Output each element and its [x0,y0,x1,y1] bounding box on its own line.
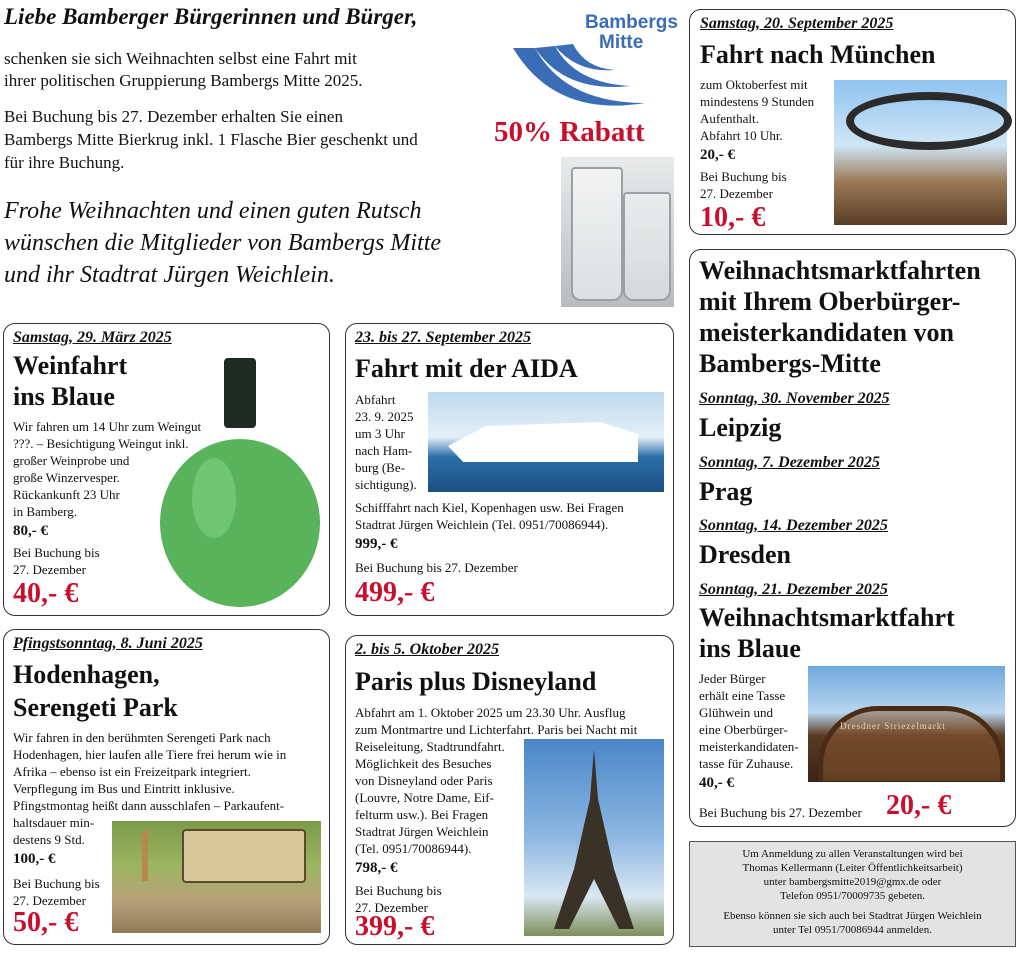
paris-desc-3: Reiseleitung, Stadtrundfahrt. [355,739,505,754]
paris-sale-price: 399,- € [355,911,435,942]
aida-desc-5: burg (Be- [355,460,405,475]
aida-desc-8: Stadtrat Jürgen Weichlein (Tel. 0951/70086944). [355,517,609,532]
wein-price: 80,- € [13,523,48,539]
oktoberfest-photo [834,80,1007,225]
footer-line-1: Um Anmeldung zu allen Veranstaltungen wird bei [742,848,963,860]
trip-last-date: Sonntag, 21. Dezember 2025 [699,581,888,598]
paris-card [345,635,674,945]
serengeti-desc-5: Pfingstmontag heißt dann ausschlafen – Parkaufent- [13,798,285,813]
wein-desc-6: in Bamberg. [13,504,78,519]
xmas-market-card [689,249,1016,827]
intro-line-3: Bei Buchung bis 27. Dezember erhalten Sie einen [4,107,343,126]
xmas-price: 40,- € [699,775,734,791]
trip-dresden-city: Dresden [699,540,791,569]
paris-desc-4: Möglichkeit des Besuches [355,756,492,771]
paris-title: Paris plus Disneyland [355,667,597,696]
serengeti-desc-2: Hodenhagen, hier laufen alle Tiere frei herum wie in [13,747,287,762]
intro-line-5: für ihre Buchung. [4,153,125,172]
xmas-desc-2: erhält eine Tasse [699,688,786,703]
serengeti-price: 100,- € [13,851,56,867]
intro-line-1: schenken sie sich Weihnachten selbst eine Fahrt mit [4,49,357,68]
serengeti-sale-price: 50,- € [13,907,79,938]
munich-desc-2: mindestens 9 Stunden [700,94,815,109]
serengeti-desc-1: Wir fahren in den berühmten Serengeti Park nach [13,730,271,745]
eiffel-tower-photo [524,739,664,936]
munich-desc-3: Aufenthalt. [700,111,759,126]
aida-desc-6: sichtigung). [355,477,417,492]
paris-booking-1: Bei Buchung bis [355,883,442,898]
wine-bottle-image [154,358,324,608]
wein-sale-price: 40,- € [13,578,79,609]
registration-info [689,841,1016,947]
paris-desc-1: Abfahrt am 1. Oktober 2025 um 23.30 Uhr. Ausflug [355,705,626,720]
footer-line-5: Ebenso können sie sich auch bei Stadtrat Jürgen Weichlein [723,910,982,922]
munich-title: Fahrt nach München [700,40,936,69]
serengeti-desc-4: Verpflegung im Bus und Eintritt inklusive. [13,781,235,796]
wein-date: Samstag, 29. März 2025 [13,329,172,346]
aida-card [345,323,674,616]
intro-line-2: ihrer politischen Gruppierung Bambergs Mitte 2025. [4,71,363,90]
paris-desc-2: zum Montmartre und Lichterfahrt. Paris bei Nacht mit [355,722,638,737]
munich-desc-1: zum Oktoberfest mit [700,77,808,92]
wish-line-3: und ihr Stadtrat Jürgen Weichlein. [4,262,335,288]
trip-last-title-2: ins Blaue [699,634,801,663]
xmas-desc-4: eine Oberbürger- [699,722,788,737]
trip-last-title-1: Weihnachtsmarktfahrt [699,603,955,632]
wein-booking-1: Bei Buchung bis [13,545,100,560]
beer-mugs-photo [561,157,674,307]
munich-booking-1: Bei Buchung bis [700,169,787,184]
trip-prag-city: Prag [699,477,753,506]
serengeti-desc-6: haltsdauer min- [13,815,95,830]
aida-title: Fahrt mit der AIDA [355,354,578,383]
paris-desc-6: (Louvre, Notre Dame, Eif- [355,790,494,805]
footer-line-4: Telefon 0951/70009735 gebeten. [780,890,925,902]
paris-desc-5: von Disneyland oder Paris [355,773,493,788]
aida-date: 23. bis 27. September 2025 [355,329,531,346]
xmas-sale-price: 20,- € [886,790,952,821]
cruise-ship-photo [428,392,664,492]
serengeti-booking-1: Bei Buchung bis [13,876,100,891]
footer-line-3: unter bambergsmitte2019@gmx.de oder [763,876,942,888]
trip-prag-date: Sonntag, 7. Dezember 2025 [699,454,880,471]
aida-desc-7: Schifffahrt nach Kiel, Kopenhagen usw. Bei Fragen [355,500,624,515]
munich-sale-price: 10,- € [700,202,766,233]
paris-date: 2. bis 5. Oktober 2025 [355,641,499,658]
wish-line-1: Frohe Weihnachten und einen guten Rutsch [4,198,422,224]
safari-photo [112,821,321,933]
munich-desc-4: Abfahrt 10 Uhr. [700,128,783,143]
rabatt-label: 50% Rabatt [494,116,645,148]
xmas-desc-6: tasse für Zuhause. [699,756,794,771]
xmas-title-4: Bambergs-Mitte [699,349,881,378]
paris-price: 798,- € [355,860,398,876]
serengeti-desc-3: Afrika – ebenso ist ein Freizeitpark integriert. [13,764,251,779]
paris-desc-9: (Tel. 0951/70086944). [355,841,472,856]
wein-booking-2: 27. Dezember [13,562,86,577]
xmas-desc-5: meisterkandidaten- [699,739,799,754]
munich-date: Samstag, 20. September 2025 [700,15,894,32]
trip-leipzig-city: Leipzig [699,413,782,442]
market-sign-text: Dresdner Striezelmarkt [840,721,946,731]
paris-booking-2: 27. Dezember [355,900,428,915]
xmas-title-2: mit Ihrem Oberbürger- [699,287,961,316]
xmas-desc-1: Jeder Bürger [699,671,766,686]
xmas-title-1: Weihnachtsmarktfahrten [699,256,981,285]
paris-desc-7: felturm usw.). Bei Fragen [355,807,489,822]
greeting: Liebe Bamberger Bürgerinnen und Bürger, [4,4,418,29]
aida-desc-1: Abfahrt [355,392,396,407]
wein-title-2: ins Blaue [13,382,115,411]
bambergs-mitte-logo [505,8,678,113]
wish-line-2: wünschen die Mitglieder von Bambergs Mitte [4,230,442,256]
xmas-booking: Bei Buchung bis 27. Dezember [699,805,862,820]
serengeti-title-2: Serengeti Park [13,693,178,722]
footer-line-6: unter Tel 0951/70086944 anmelden. [772,924,933,936]
serengeti-title-1: Hodenhagen, [13,660,160,689]
munich-price: 20,- € [700,147,735,163]
footer-line-2: Thomas Kellermann (Leiter Öffentlichkeitsarbeit) [742,862,963,874]
aida-sale-price: 499,- € [355,577,435,608]
weinfahrt-card [3,323,330,616]
munich-card [689,9,1016,235]
xmas-desc-3: Glühwein und [699,705,774,720]
aida-desc-2: 23. 9. 2025 [355,409,414,424]
munich-booking-2: 27. Dezember [700,186,773,201]
serengeti-card [3,629,330,945]
aida-price: 999,- € [355,536,398,552]
logo-text-1: Bambergs [585,12,678,33]
christmas-market-photo [808,666,1005,782]
paris-desc-8: Stadtrat Jürgen Weichlein [355,824,489,839]
serengeti-desc-7: destens 9 Std. [13,832,85,847]
xmas-title-3: meisterkandidaten von [699,318,954,347]
aida-desc-3: um 3 Uhr [355,426,405,441]
intro-line-4: Bambergs Mitte Bierkrug inkl. 1 Flasche Bier geschenkt und [4,130,418,149]
wein-title-1: Weinfahrt [13,351,128,380]
aida-desc-4: nach Ham- [355,443,413,458]
serengeti-booking-2: 27. Dezember [13,893,86,908]
wein-desc-1: Wir fahren um 14 Uhr zum Weingut [13,419,202,434]
wein-desc-2: ???. – Besichtigung Weingut inkl. [13,436,189,451]
wein-desc-5: Rückankunft 23 Uhr [13,487,120,502]
aida-booking: Bei Buchung bis 27. Dezember [355,560,518,575]
wein-desc-4: große Winzervesper. [13,470,120,485]
logo-text-2: Mitte [599,32,644,53]
serengeti-date: Pfingstsonntag, 8. Juni 2025 [13,635,203,652]
wein-desc-3: großer Weinprobe und [13,453,130,468]
trip-dresden-date: Sonntag, 14. Dezember 2025 [699,517,888,534]
trip-leipzig-date: Sonntag, 30. November 2025 [699,390,890,407]
